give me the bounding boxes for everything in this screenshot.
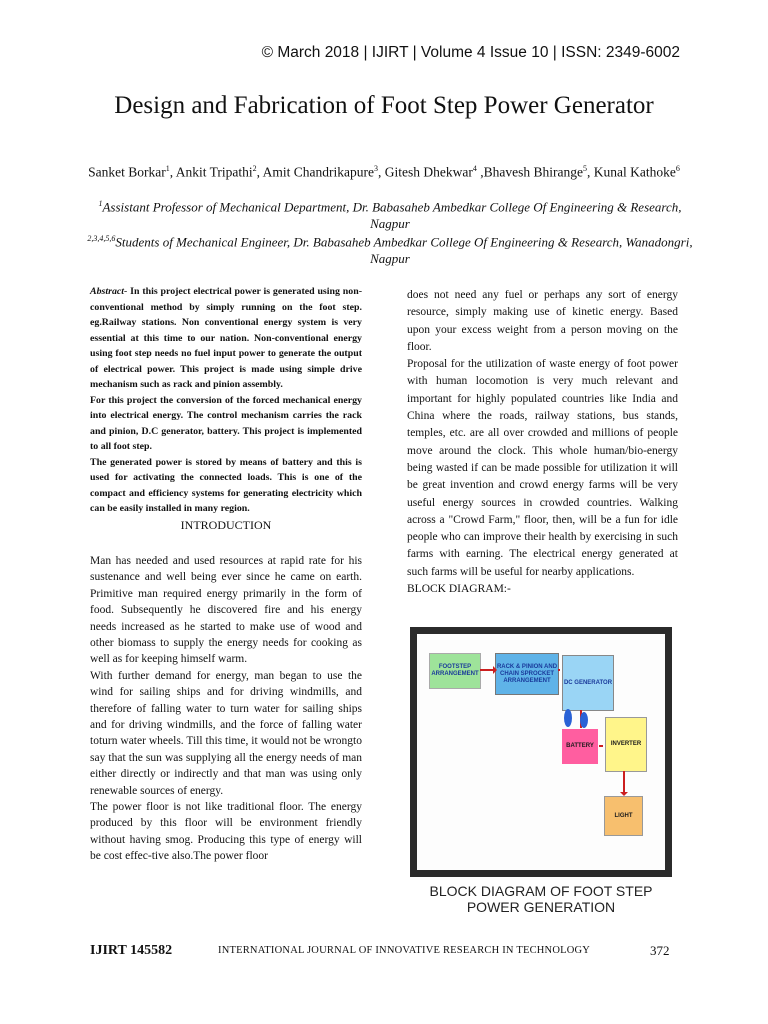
author-superscript: 6 [675,164,680,173]
dc-generator-block: DC GENERATOR [562,655,614,711]
figure-caption [410,883,672,915]
affiliation-superscript: 2,3,4,5,6 [87,234,116,243]
abstract-paragraph: The generated power is stored by means of battery and this is used for activating the connected loads. This is one of the compact and efficiency systems for generating electricity which can be easily installed in many region. [90,456,362,514]
body-paragraph: With further demand for energy, man began to use the wind for sailing ships and for driving windmills, and therefore of falling water to turn water for sailing ships and for driving windmills, and the force of falling water toturn water wheels. Till this time, it would not be wrongto say that the sun was supplying all the energy needs of man either directly or indirectly and that man was using only renewable sources of energy. [90,669,362,797]
footer-paper-id: IJIRT 145582 [90,943,173,958]
affiliation-superscript: 1 [98,199,103,208]
battery-terminal-icon [564,709,572,727]
caption-line: POWER GENERATION [466,899,616,915]
author-name: Gitesh Dhekwar [384,164,473,180]
section-heading: INTRODUCTION [180,517,272,532]
abstract-paragraph: For this project the conversion of the forced mechanical energy into electrical energy. The control mechanism carries the rack and pinion, D.C generator, battery. This project is implemented to all foot step. [90,394,362,452]
arrow-head-icon [493,666,497,674]
abstract-label: Abstract- [90,286,128,297]
abstract-text: In this project electrical power is generated using non-conventional method by simply running on the foot step. eg.Railway stations. Non conventional energy system is very essential at this time to our nation. Non-conventional energy using foot step needs no fuel input power to generate the output of electrical power. This project is made using simple drive mechanism such as rack and pinion assembly. [90,286,362,390]
author-superscript: 4 [472,164,477,173]
right-column [407,287,678,598]
footstep-block: FOOTSTEP ARRANGEMENT [429,653,481,689]
author-superscript: 2 [252,164,257,173]
affiliation-text: Students of Mechanical Engineer, Dr. Babasaheb Ambedkar College Of Engineering & Research, Wanadongri, Nagpur [115,234,693,267]
abstract-paragraph [90,284,362,393]
battery-terminal-icon [580,712,588,728]
page-number: 372 [650,943,670,958]
body-paragraph: Proposal for the utilization of waste energy of foot power with human locomotion is very much relevant and important for highly populated countries like India and China where the roads, railway stations, bus stands, temples, etc. are all over crowded and millions of people move around the clock. This whole human/bio-energy being wasted if can be made possible for utilization it will be great invention and crowd energy farms will be very useful energy sources in crowded countries. Walking across a "Crowd Farm," floor, then, will be a fun for idle people who can improve their health by exercising in such farms with earning. The electrical energy generated at such farms will be useful for nearby applications. [407,358,678,578]
diagram-connectors [417,634,665,870]
author-superscript: 5 [583,164,587,173]
block-diagram-label: BLOCK DIAGRAM:- [407,583,511,596]
footer-journal-name: INTERNATIONAL JOURNAL OF INNOVATIVE RESEARCH IN TECHNOLOGY [218,945,591,956]
author-name: Kunal Kathoke [593,164,676,180]
figure-canvas [417,634,665,870]
author-superscript: 3 [374,164,379,173]
arrow-head-icon [620,792,628,796]
rack-pinion-block: RACK & PINION AND CHAIN SPROCKET ARRANGEMENT [495,653,559,695]
body-paragraph: The power floor is not like traditional floor. The energy produced by this floor will be environment friendly without having smog. Producing this type of energy will be cost effec-tive also.The power floor [90,801,362,863]
battery-block: BATTERY [562,729,598,764]
author-name: Sanket Borkar [88,164,166,180]
author-name: Amit Chandrikapure [262,164,375,180]
body-paragraph: Man has needed and used resources at rapid rate for his sustenance and well being ever since he came on earth. Primitive man required energy primarily in the form of food. Subsequently he discovered fire and his energy needs increased as he started to make use of wood and other biomass to supply the energy needs for cooking as well as for keeping himself warm. [90,554,362,666]
figure-frame [410,627,672,877]
affiliation-2 [80,230,700,267]
author-name: Bhavesh Bhirange [483,164,583,180]
block-diagram-figure [410,627,672,917]
affiliation-text: Assistant Professor of Mechanical Department, Dr. Babasaheb Ambedkar College Of Engineering & Research, Nagpur [102,199,682,232]
affiliation-1 [80,195,700,232]
paper-title: Design and Fabrication of Foot Step Power Generator [114,92,654,119]
author-superscript: 1 [165,164,170,173]
light-block: LIGHT [604,796,643,836]
body-paragraph: does not need any fuel or perhaps any sort of energy resource, simply making use of kinetic energy. Based upon your excess weight from a person moving on the floor. [407,289,678,353]
author-list: Sanket Borkar$^1$, Ankit Tripathi$^2$, Amit Chandrikapure$^3$, Gitesh Dhekwar$^4$ ,Bhavesh Bhirange$^5$, Kunal Kathoke$^6$ [88,164,680,180]
inverter-block: INVERTER [605,717,647,772]
journal-header: © March 2018 | IJIRT | Volume 4 Issue 10 | ISSN: 2349-6002 [261,44,680,61]
caption-line: BLOCK DIAGRAM OF FOOT STEP [429,883,653,899]
author-name: Ankit Tripathi [175,164,253,180]
left-column [90,284,362,865]
